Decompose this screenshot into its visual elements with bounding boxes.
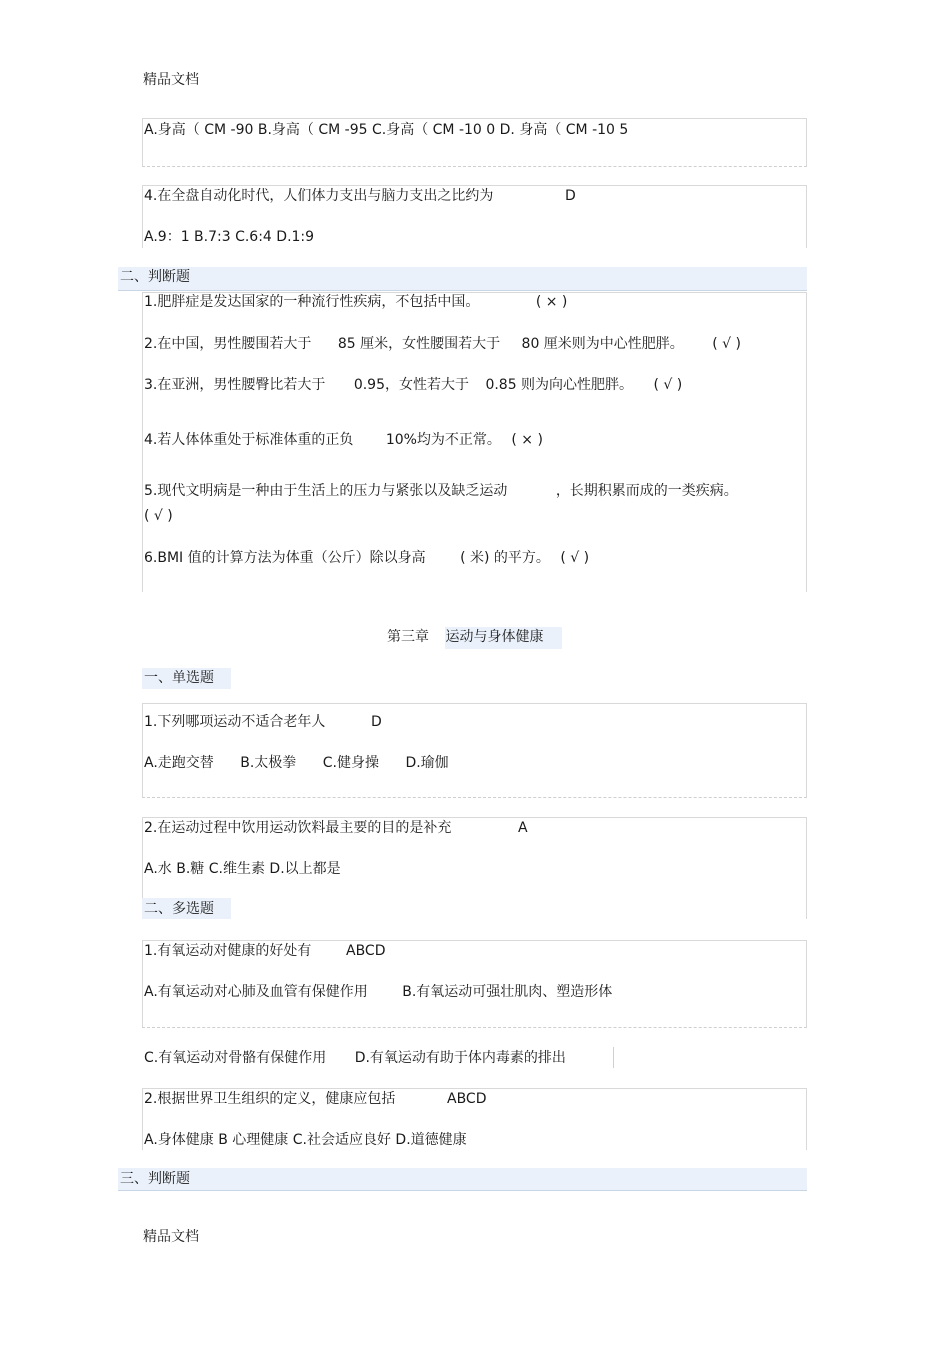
question-options: A.9：1 B.7:3 C.6:4 D.1:9 [144, 229, 315, 245]
option: C.有氧运动对骨骼有保健作用 [144, 1050, 327, 1066]
option: A.有氧运动对心肺及血管有保健作用 [144, 984, 368, 1000]
judge-mark: ( × ) [535, 294, 568, 310]
judge-item-text: ( 米) 的平方。 [460, 550, 550, 566]
judge-item-text: 0.85 则为向心性肥胖。 [485, 377, 634, 393]
question-options: A.身高（ CM -90 B.身高（ CM -95 C.身高（ CM -10 0 D. 身高（ CM -10 5 [144, 122, 629, 138]
judge-item-text: 6.BMI 值的计算方法为体重（公斤）除以身高 [144, 550, 426, 566]
question-options [144, 754, 449, 772]
divider [613, 1047, 614, 1068]
header-watermark: 精品文档 [143, 72, 199, 88]
section-title-judge: 二、判断题 [120, 269, 190, 285]
question-options: A.水 B.糖 C.维生素 D.以上都是 [144, 861, 341, 877]
judge-item-3 [144, 376, 682, 394]
judge-item-4 [144, 431, 543, 449]
judge-item-text: 0.95，女性若大于 [353, 377, 469, 393]
judge-item-text: 80 厘米则为中心性肥胖。 [521, 336, 684, 352]
question-options: A.身体健康 B 心理健康 C.社会适应良好 D.道德健康 [144, 1132, 467, 1148]
option: B.太极拳 [240, 755, 297, 771]
judge-mark: ( √ ) [560, 550, 590, 566]
judge-item-text: 2.在中国，男性腰围若大于 [144, 336, 312, 352]
judge-item-text: 3.在亚洲，男性腰臀比若大于 [144, 377, 326, 393]
question-answer: ABCD [447, 1091, 487, 1107]
question-text: 4.在全盘自动化时代，人们体力支出与脑力支出之比约为 [144, 188, 494, 204]
question-answer: D [565, 188, 576, 204]
question-answer: D [371, 714, 382, 730]
judge-mark: ( √ ) [144, 508, 173, 524]
judge-item-text: 10%均为不正常。 [385, 432, 501, 448]
section-title-single: 一、单选题 [144, 670, 214, 686]
question-options [144, 1049, 566, 1067]
question-text: 2.在运动过程中饮用运动饮料最主要的目的是补充 [144, 820, 452, 836]
question-text: 2.根据世界卫生组织的定义，健康应包括 [144, 1091, 396, 1107]
judge-mark: ( × ) [511, 432, 543, 448]
section-band [118, 1168, 807, 1191]
question-text: 1.下列哪项运动不适合老年人 [144, 714, 326, 730]
option: D.瑜伽 [405, 755, 449, 771]
section-band [118, 267, 807, 291]
question-answer: A [518, 820, 528, 836]
judge-mark: ( √ ) [653, 377, 683, 393]
judge-item-text: ，长期积累而成的一类疾病。 [555, 483, 738, 499]
judge-item-6 [144, 549, 589, 567]
judge-item-5 [144, 482, 738, 500]
chapter-title: 运动与身体健康 [445, 629, 544, 645]
section-title-multi: 二、多选题 [144, 901, 214, 917]
judge-item-text: 85 厘米，女性腰围若大于 [337, 336, 501, 352]
judge-item-text: 4.若人体体重处于标准体重的正负 [144, 432, 354, 448]
judge-item-text: 5.现代文明病是一种由于生活上的压力与紧张以及缺乏运动 [144, 483, 508, 499]
judge-item-2 [144, 335, 741, 353]
chapter-heading [387, 628, 543, 646]
option: C.健身操 [322, 755, 379, 771]
question-options [144, 983, 612, 1001]
option: A.走跑交替 [144, 755, 214, 771]
option: D.有氧运动有助于体内毒素的排出 [354, 1050, 566, 1066]
footer-watermark: 精品文档 [143, 1229, 199, 1245]
judge-mark: ( √ ) [712, 336, 741, 352]
judge-item-text: 1.肥胖症是发达国家的一种流行性疾病，不包括中国。 [144, 294, 480, 310]
option: B.有氧运动可强壮肌肉、塑造形体 [402, 984, 613, 1000]
question-text: 1.有氧运动对健康的好处有 [144, 943, 312, 959]
section-title-judge-3: 三、判断题 [120, 1171, 190, 1187]
question-answer: ABCD [346, 943, 386, 959]
judge-item-1 [144, 293, 567, 311]
chapter-prefix: 第三章 [387, 629, 429, 645]
